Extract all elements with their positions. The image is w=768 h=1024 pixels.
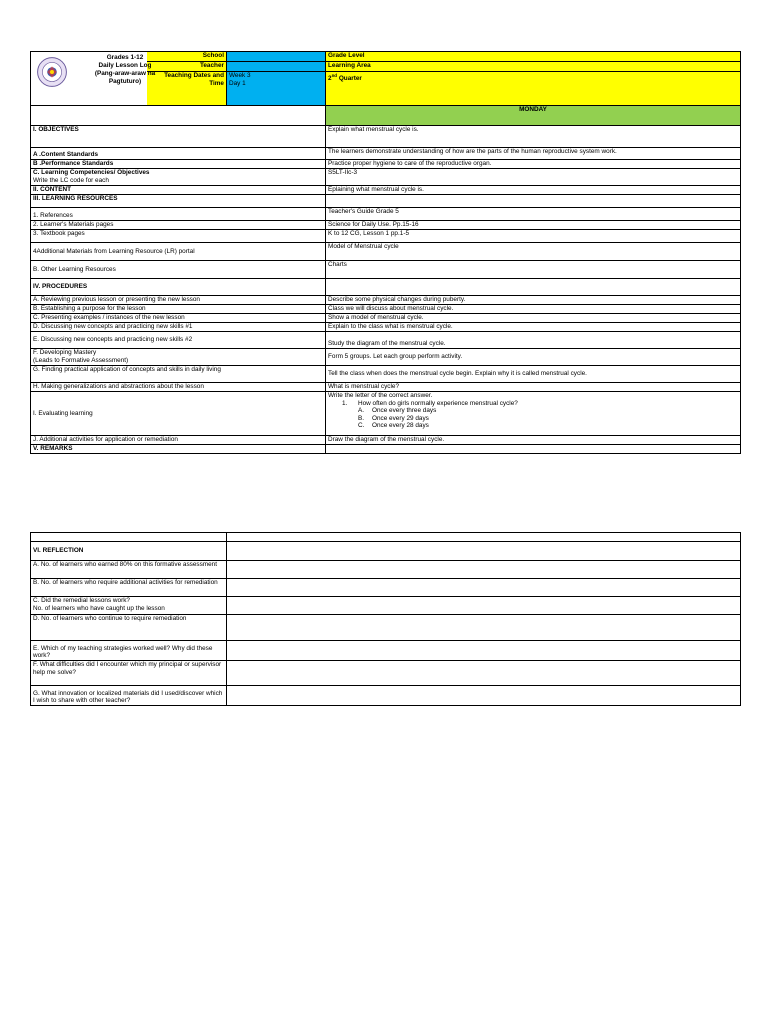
learners-materials-value: Science for Daily Use. Pp.15-16 <box>326 221 741 230</box>
reflection-g-label: G. What innovation or localized materials did I used/discover which I wish to share with other teacher? <box>31 686 227 706</box>
dates-label: Teaching Dates and Time <box>147 72 227 106</box>
proc-c-label: C. Presenting examples / instances of the new lesson <box>31 314 326 323</box>
reflection-table <box>30 532 741 706</box>
reflection-top-label <box>31 533 227 542</box>
school-value[interactable] <box>227 52 326 62</box>
lr-portal-value: Model of Menstrual cycle <box>326 243 741 261</box>
proc-h-label: H. Making generalizations and abstractions about the lesson <box>31 383 326 392</box>
remarks-value <box>326 445 741 454</box>
references-label: 1. References <box>31 208 326 221</box>
dll-title: Daily Lesson Log <box>98 62 152 69</box>
proc-i-label: I. Evaluating learning <box>31 392 326 436</box>
objectives-label: I. OBJECTIVES <box>31 126 326 148</box>
performance-standards-label: B .Performance Standards <box>31 160 326 169</box>
procedures-value <box>326 279 741 296</box>
proc-j-label: J. Additional activities for application or remediation <box>31 436 326 445</box>
reflection-e-label: E. Which of my teaching strategies worked well? Why did these work? <box>31 641 227 661</box>
reflection-title: VI. REFLECTION <box>31 542 227 561</box>
resources-value <box>326 195 741 208</box>
proc-g-label: G. Finding practical application of concepts and skills in daily living <box>31 366 326 383</box>
reflection-a-value[interactable] <box>227 561 741 579</box>
reflection-g-value[interactable] <box>227 686 741 706</box>
reflection-c-label <box>31 597 227 615</box>
textbook-value: K to 12 CG, Lesson 1 pp.1-5 <box>326 230 741 243</box>
reflection-f-label: F. What difficulties did I encounter which my principal or supervisor help me solve? <box>31 661 227 686</box>
competencies-title: C. Learning Competencies/ Objectives <box>33 169 150 176</box>
reflection-c-question: C. Did the remedial lessons work? <box>33 597 130 604</box>
reflection-a-label: A. No. of learners who earned 80% on this formative assessment <box>31 561 227 579</box>
competencies-label <box>31 169 326 186</box>
competencies-value: S5LT-IIc-3 <box>326 169 741 186</box>
evaluation-instruction: Write the letter of the correct answer. <box>328 392 433 399</box>
proc-f-label <box>31 349 326 366</box>
dates-value[interactable] <box>227 72 326 106</box>
proc-i-value <box>326 392 741 436</box>
proc-h-value: What is menstrual cycle? <box>326 383 741 392</box>
proc-j-value: Draw the diagram of the menstrual cycle. <box>326 436 741 445</box>
dll-subtitle-1: (Pang-araw-araw na <box>94 70 156 77</box>
evaluation-question: 1. How often do girls normally experience menstrual cycle? <box>342 399 518 407</box>
teacher-value[interactable] <box>227 62 326 72</box>
resources-label: III. LEARNING RESOURCES <box>31 195 326 208</box>
day-header: MONDAY <box>326 106 741 126</box>
learners-materials-label: 2. Learner's Materials pages <box>31 221 326 230</box>
quarter-value: 2nd Quarter <box>326 72 741 106</box>
reflection-d-label: D. No. of learners who continue to require remediation <box>31 615 227 641</box>
remarks-label: V. REMARKS <box>31 445 326 454</box>
competencies-note: Write the LC code for each <box>33 176 109 184</box>
lesson-log-table <box>30 51 741 454</box>
reflection-title-value <box>227 542 741 561</box>
procedures-label: IV. PROCEDURES <box>31 279 326 296</box>
choice-c: C. Once every 28 days <box>358 422 429 430</box>
performance-standards-value: Practice proper hygiene to care of the reproductive organ. <box>326 160 741 169</box>
textbook-label: 3. Textbook pages <box>31 230 326 243</box>
other-resources-label: B. Other Learning Resources <box>31 261 326 279</box>
proc-d-value: Explain to the class what is menstrual cycle. <box>326 323 741 332</box>
school-info <box>73 54 177 86</box>
school-info-cell <box>31 52 156 106</box>
grades-text: Grades 1-12 <box>106 54 144 61</box>
proc-g-value: Tell the class when does the menstrual cycle begin. Explain why it is called menstrual cycle. <box>326 366 741 383</box>
proc-a-label: A. Reviewing previous lesson or presenting the new lesson <box>31 296 326 305</box>
content-standards-value: The learners demonstrate understanding of how are the parts of the human reproductive system work. <box>326 148 741 160</box>
reflection-c-note: No. of learners who have caught up the lesson <box>33 604 165 612</box>
proc-f-title: F. Developing Mastery <box>33 349 97 356</box>
evaluation-choices <box>328 407 738 430</box>
proc-f-value: Form 5 groups. Let each group perform activity. <box>326 349 741 366</box>
reflection-c-value[interactable] <box>227 597 741 615</box>
reflection-top-value <box>227 533 741 542</box>
blank-header-cell <box>31 106 326 126</box>
deped-seal-icon <box>36 56 68 88</box>
grade-level-label: Grade Level <box>326 52 741 62</box>
school-label: School <box>147 52 227 62</box>
references-value: Teacher's Guide Grade 5 <box>326 208 741 221</box>
choice-a: A. Once every three days <box>358 407 437 415</box>
proc-c-value: Show a model of menstrual cycle. <box>326 314 741 323</box>
teacher-label: Teacher <box>147 62 227 72</box>
objectives-value: Explain what menstrual cycle is. <box>326 126 741 148</box>
week-text: Week 3 <box>229 72 251 79</box>
choice-b: B. Once every 29 days <box>358 414 429 422</box>
day-text: Day 1 <box>229 79 246 87</box>
proc-a-value: Describe some physical changes during puberty. <box>326 296 741 305</box>
content-value: Eplaining what menstrual cycle is. <box>326 186 741 195</box>
proc-e-label: E. Discussing new concepts and practicing new skills #2 <box>31 332 326 349</box>
other-resources-value: Charts <box>326 261 741 279</box>
content-standards-label: A .Content Standards <box>31 148 326 160</box>
proc-d-label: D. Discussing new concepts and practicing new skills #1 <box>31 323 326 332</box>
proc-b-label: B. Establishing a purpose for the lesson <box>31 305 326 314</box>
reflection-b-label: B. No. of learners who require additional activities for remediation <box>31 579 227 597</box>
reflection-e-value[interactable] <box>227 641 741 661</box>
lr-portal-label: 4Additional Materials from Learning Resource (LR) portal <box>31 243 326 261</box>
dll-subtitle-2: Pagtuturo) <box>108 78 142 85</box>
reflection-b-value[interactable] <box>227 579 741 597</box>
proc-e-value: Study the diagram of the menstrual cycle. <box>326 332 741 349</box>
proc-b-value: Class we will discuss about menstrual cycle. <box>326 305 741 314</box>
learning-area-label: Learning Area <box>326 62 741 72</box>
reflection-d-value[interactable] <box>227 615 741 641</box>
content-label: II. CONTENT <box>31 186 326 195</box>
reflection-f-value[interactable] <box>227 661 741 686</box>
proc-f-note: (Leads to Formative Assessment) <box>33 356 129 364</box>
